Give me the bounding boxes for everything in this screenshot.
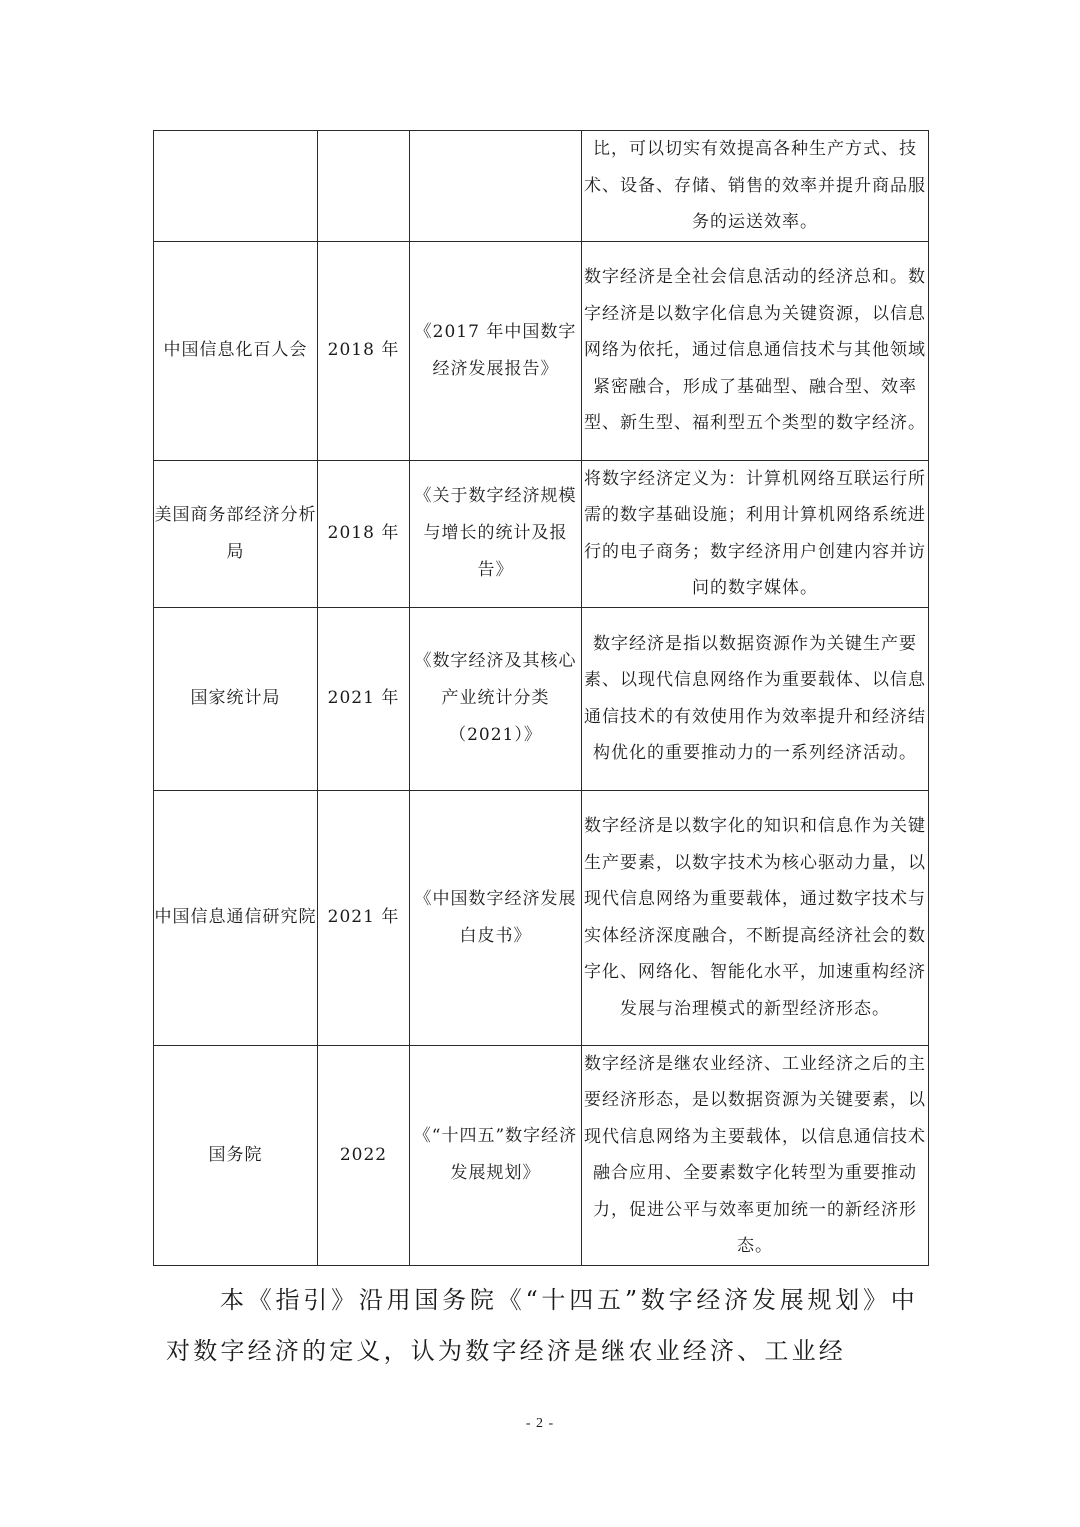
body-paragraph: 本《指引》沿用国务院《“十四五”数字经济发展规划》中对数字经济的定义，认为数字经济是继农业经济、工业经 — [166, 1286, 918, 1365]
digital-economy-definition-table — [153, 130, 929, 1266]
document-text: 《数字经济及其核心产业统计分类（2021）》 — [414, 651, 577, 745]
year-text: 2021 年 — [327, 907, 400, 927]
table-row — [154, 460, 929, 607]
definition-text: 数字经济是全社会信息活动的经济总和。数字经济是以数字化信息为关键资源，以信息网络为依托，通过信息通信技术与其他领域紧密融合，形成了基础型、融合型、效率型、新生型、福利型五个类型的数字经济。 — [584, 267, 926, 434]
page-number: - 2 - — [525, 1416, 555, 1431]
definition-cell — [582, 607, 929, 790]
organization-cell — [154, 1045, 318, 1265]
year-cell — [318, 607, 410, 790]
table-row — [154, 790, 929, 1045]
table-row — [154, 131, 929, 242]
table-row — [154, 607, 929, 790]
document-cell — [410, 607, 582, 790]
document-cell — [410, 241, 582, 460]
organization-cell — [154, 241, 318, 460]
organization-cell — [154, 607, 318, 790]
year-text: 2022 — [339, 1144, 388, 1165]
definition-text: 数字经济是以数字化的知识和信息作为关键生产要素，以数字技术为核心驱动力量，以现代信息网络为重要载体，通过数字技术与实体经济深度融合，不断提高经济社会的数字化、网络化、智能化水平，加速重构经济发展与治理模式的新型经济形态。 — [584, 816, 926, 1019]
definition-cell — [582, 241, 929, 460]
table-row — [154, 241, 929, 460]
year-cell — [318, 790, 410, 1045]
year-text: 2018 年 — [327, 523, 400, 543]
year-cell — [318, 1045, 410, 1265]
definition-text: 数字经济是指以数据资源作为关键生产要素、以现代信息网络作为重要载体、以信息通信技术的有效使用作为效率提升和经济结构优化的重要推动力的一系列经济活动。 — [584, 633, 926, 763]
definition-text: 将数字经济定义为：计算机网络互联运行所需的数字基础设施；利用计算机网络系统进行的电子商务；数字经济用户创建内容并访问的数字媒体。 — [584, 468, 926, 598]
definition-cell — [582, 131, 929, 242]
organization-text: 美国商务部经济分析局 — [154, 504, 317, 562]
organization-text: 中国信息通信研究院 — [154, 907, 317, 927]
definition-text: 数字经济是继农业经济、工业经济之后的主要经济形态，是以数据资源为关键要素，以现代信息网络为主要载体，以信息通信技术融合应用、全要素数字化转型为重要推动力，促进公平与效率更加统一的新经济形态。 — [584, 1053, 926, 1256]
organization-cell — [154, 460, 318, 607]
year-text: 2021 年 — [327, 688, 400, 708]
year-text: 2018 年 — [327, 340, 400, 360]
year-cell — [318, 131, 410, 242]
organization-text: 国务院 — [208, 1144, 263, 1165]
year-cell — [318, 460, 410, 607]
definition-cell — [582, 1045, 929, 1265]
year-cell — [318, 241, 410, 460]
organization-text: 国家统计局 — [190, 688, 281, 708]
document-cell — [410, 790, 582, 1045]
organization-cell — [154, 131, 318, 242]
table-row — [154, 1045, 929, 1265]
document-text: 《“十四五”数字经济发展规划》 — [413, 1126, 578, 1183]
document-cell — [410, 131, 582, 242]
document-cell — [410, 460, 582, 607]
organization-text: 中国信息化百人会 — [163, 340, 308, 360]
definition-cell — [582, 460, 929, 607]
definition-cell — [582, 790, 929, 1045]
document-cell — [410, 1045, 582, 1265]
document-text: 《中国数字经济发展白皮书》 — [414, 888, 577, 946]
definition-text: 比，可以切实有效提高各种生产方式、技术、设备、存储、销售的效率并提升商品服务的运送效率。 — [584, 139, 926, 232]
document-text: 《关于数字经济规模与增长的统计及报告》 — [414, 486, 577, 580]
document-text: 《2017 年中国数字经济发展报告》 — [414, 321, 577, 379]
organization-cell — [154, 790, 318, 1045]
